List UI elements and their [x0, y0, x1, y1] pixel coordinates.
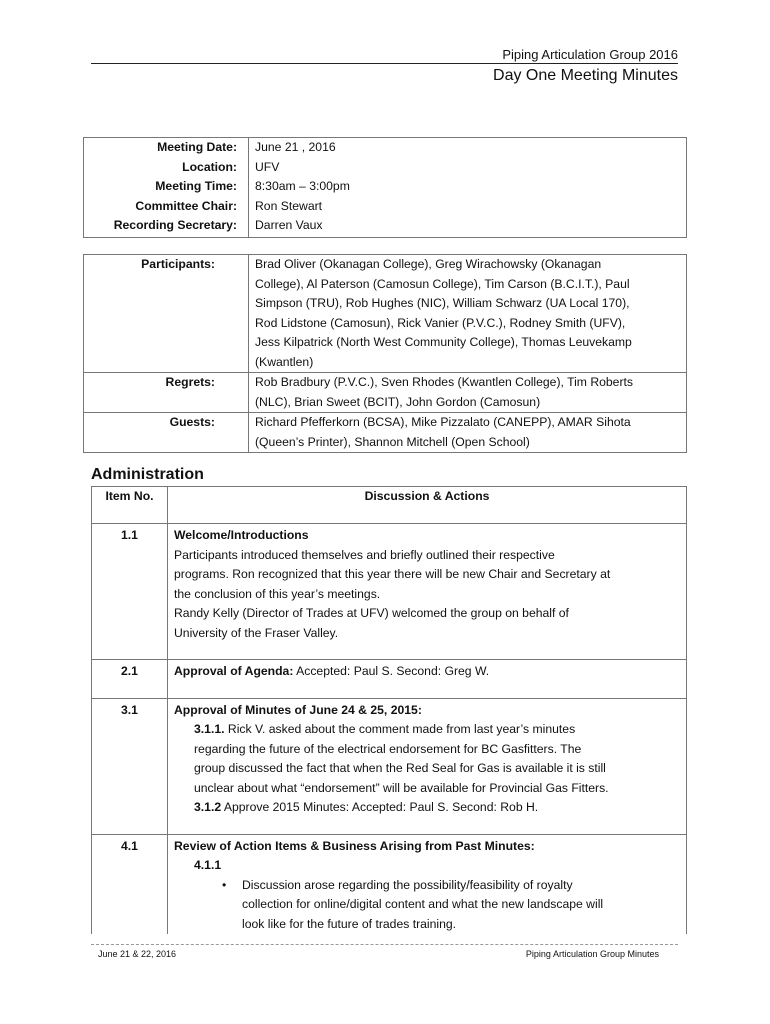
text-line: group discussed the fact that when the Red Seal for Gas is available it is still: [194, 761, 606, 775]
table-row: [92, 524, 687, 660]
item-discussion: [168, 660, 687, 699]
recording-secretary-label: Recording Secretary:: [84, 216, 249, 237]
item-discussion: [168, 524, 687, 660]
text-line: Participants introduced themselves and briefly outlined their respective: [174, 547, 555, 562]
regrets-row: [84, 373, 687, 413]
table-header-row: [92, 487, 687, 524]
administration-heading: Administration: [91, 466, 204, 483]
recording-secretary-value: Darren Vaux: [249, 216, 687, 237]
participants-row: [84, 255, 687, 373]
guests-value: [249, 413, 687, 453]
guests-label: Guests:: [84, 413, 249, 453]
sub-item-number: 3.1.2: [194, 800, 222, 814]
item-discussion: [168, 698, 687, 834]
regrets-label: Regrets:: [84, 373, 249, 413]
table-row: [92, 834, 687, 934]
guests-row: [84, 413, 687, 453]
participants-value: [249, 255, 687, 373]
location-value: UFV: [249, 158, 687, 178]
item-number: 3.1: [92, 698, 168, 834]
meeting-date-label: Meeting Date:: [84, 138, 249, 158]
sub-item-number: 4.1.1: [194, 858, 222, 872]
administration-table: [91, 486, 687, 934]
text-line: programs. Ron recognized that this year there will be new Chair and Secretary at: [174, 567, 611, 581]
meeting-info-row: [84, 138, 687, 158]
page-title: Day One Meeting Minutes: [493, 67, 678, 84]
sub-item: [174, 798, 680, 818]
bullet-text: [242, 876, 603, 935]
text-line: (Kwantlen): [255, 354, 314, 369]
text-line: Approve 2015 Minutes: Accepted: Paul S. Second: Rob H.: [221, 800, 539, 814]
text-line: University of the Fraser Valley.: [174, 625, 339, 640]
item-title: Approval of Agenda:: [174, 664, 294, 678]
footer-date: June 21 & 22, 2016: [98, 949, 177, 959]
committee-chair-label: Committee Chair:: [84, 197, 249, 217]
text-line: unclear about what “endorsement” will be available for Provincial Gas Fitters.: [194, 780, 609, 795]
text-line: look like for the future of trades training.: [242, 916, 457, 931]
item-title: Approval of Minutes of June 24 & 25, 2015:: [174, 702, 422, 717]
footer-title: Piping Articulation Group Minutes: [525, 949, 659, 959]
table-row: [92, 698, 687, 834]
committee-chair-value: Ron Stewart: [249, 197, 687, 217]
footer-rule: [91, 944, 678, 945]
text-line: regarding the future of the electrical endorsement for BC Gasfitters. The: [194, 741, 582, 756]
meeting-info-row: [84, 197, 687, 217]
text-line: College), Al Paterson (Camosun College), Tim Carson (B.C.I.T.), Paul: [255, 276, 630, 291]
meeting-time-value: 8:30am – 3:00pm: [249, 177, 687, 197]
text-line: Discussion arose regarding the possibility/feasibility of royalty: [242, 877, 573, 892]
item-text: Accepted: Paul S. Second: Greg W.: [293, 664, 490, 678]
text-line: Rod Lidstone (Camosun), Rick Vanier (P.V.C.), Rodney Smith (UFV),: [255, 315, 626, 330]
item-title: Review of Action Items & Business Arising from Past Minutes:: [174, 838, 535, 853]
text-line: Rick V. asked about the comment made from last year’s minutes: [224, 722, 576, 736]
sub-item-number: 3.1.1.: [194, 722, 225, 736]
meeting-time-label: Meeting Time:: [84, 177, 249, 197]
text-line: collection for online/digital content and what the new landscape will: [242, 897, 604, 911]
text-line: the conclusion of this year’s meetings.: [174, 586, 381, 601]
item-number: 1.1: [92, 524, 168, 660]
text-line: Rob Bradbury (P.V.C.), Sven Rhodes (Kwantlen College), Tim Roberts: [255, 375, 633, 389]
text-line: Jess Kilpatrick (North West Community College), Thomas Leuvekamp: [255, 335, 632, 349]
participants-label: Participants:: [84, 255, 249, 373]
discussion-header: Discussion & Actions: [168, 487, 687, 524]
table-row: [92, 660, 687, 699]
text-line: Richard Pfefferkorn (BCSA), Mike Pizzalato (CANEPP), AMAR Sihota: [255, 415, 631, 429]
item-discussion: [168, 834, 687, 934]
location-label: Location:: [84, 158, 249, 178]
item-number: 2.1: [92, 660, 168, 699]
bullet-icon: •: [222, 877, 227, 892]
header-rule: [91, 63, 678, 64]
text-line: (Queen’s Printer), Shannon Mitchell (Open School): [255, 434, 530, 449]
regrets-value: [249, 373, 687, 413]
bullet-item: [174, 876, 680, 935]
text-line: Simpson (TRU), Rob Hughes (NIC), William Schwarz (UA Local 170),: [255, 296, 630, 310]
meeting-info-row: [84, 216, 687, 237]
text-line: Brad Oliver (Okanagan College), Greg Wirachowsky (Okanagan: [255, 257, 602, 271]
text-line: (NLC), Brian Sweet (BCIT), John Gordon (Camosun): [255, 394, 541, 409]
header-org: Piping Articulation Group 2016: [502, 47, 678, 62]
meeting-info-row: [84, 158, 687, 178]
item-title: Welcome/Introductions: [174, 528, 309, 542]
meeting-date-value: June 21 , 2016: [249, 138, 687, 158]
item-no-header: Item No.: [92, 487, 168, 524]
text-line: Randy Kelly (Director of Trades at UFV) welcomed the group on behalf of: [174, 606, 569, 620]
meeting-info-table: [83, 137, 687, 238]
sub-item: [174, 720, 680, 740]
attendance-table: [83, 254, 687, 453]
item-number: 4.1: [92, 834, 168, 934]
meeting-info-row: [84, 177, 687, 197]
